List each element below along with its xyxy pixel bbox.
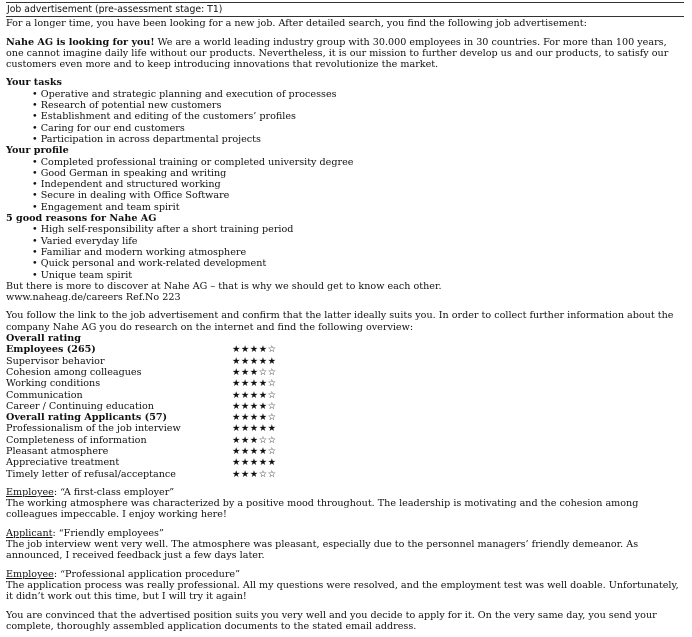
star-rating-icon: ★★★★☆ (232, 344, 277, 356)
rating-row (6, 378, 306, 389)
list-item: • Quick personal and work-related development (32, 258, 684, 269)
star-rating-icon: ★★★★★ (232, 457, 277, 469)
ad-link: www.naheag.de/careers Ref.No 223 (6, 292, 181, 304)
rating-label: Supervisor behavior (6, 355, 105, 367)
profile-title: Your profile (6, 145, 69, 157)
rating-label: Appreciative treatment (6, 457, 120, 469)
star-rating-icon: ★★★★☆ (232, 412, 277, 424)
rating-label: Professionalism of the job interview (6, 423, 181, 435)
review-text: The working atmosphere was characterized by a positive mood throughout. The leadership is motivating and the cohesion among colleagues impeccable. I enjoy working here! (6, 498, 639, 521)
list-item: • Caring for our end customers (32, 123, 684, 134)
rating-label: Career / Continuing education (6, 400, 154, 412)
review-headline: : “Friendly employees” (52, 527, 164, 539)
review-headline: : “A first-class employer” (53, 486, 175, 498)
reasons-section (6, 213, 684, 281)
intro-text: For a longer time, you have been looking for a new job. After detailed search, you find the following job advertisement: (6, 18, 587, 30)
rating-label: Overall rating Applicants (57) (6, 412, 168, 424)
rating-label: Pleasant atmosphere (6, 445, 109, 457)
list-item: • Research of potential new customers (32, 100, 684, 111)
review-2 (6, 528, 684, 562)
star-rating-icon: ★★★★★ (232, 423, 277, 435)
rating-row (6, 390, 306, 401)
ratings-title: Overall rating (6, 333, 81, 345)
ad-lead-paragraph (6, 37, 684, 71)
list-item: • Participation in across departmental projects (32, 134, 684, 145)
tasks-list (6, 89, 684, 145)
list-item: • Familiar and modern working atmosphere (32, 247, 684, 258)
ratings-table (6, 333, 306, 480)
star-rating-icon: ★★★★☆ (232, 389, 277, 401)
profile-section (6, 145, 684, 213)
rating-row (6, 412, 306, 423)
list-item: • Varied everyday life (32, 236, 684, 247)
ad-lead-bold: Nahe AG is looking for you! (6, 36, 155, 48)
page-title: Job advertisement (pre-assessment stage: T1) (7, 4, 223, 15)
reasons-title: 5 good reasons for Nahe AG (6, 213, 157, 225)
rating-label: Communication (6, 389, 83, 401)
list-item: • High self-responsibility after a short training period (32, 224, 684, 235)
tasks-section (6, 77, 684, 145)
rating-row (6, 401, 306, 412)
review-heading (6, 569, 684, 580)
star-rating-icon: ★★★☆☆ (232, 468, 277, 480)
conclusion-text: You are convinced that the advertised position suits you very well and you decide to apply for it. On the very same day, you send your complete, thoroughly assembled application documents to the stated email address. (6, 609, 657, 632)
profile-list (6, 157, 684, 213)
ad-closing: But there is more to discover at Nahe AG – that is why we should get to know each other. (6, 280, 442, 292)
rating-row (6, 446, 306, 457)
list-item: • Engagement and team spirit (32, 202, 684, 213)
rating-row (6, 356, 306, 367)
rating-label: Completeness of information (6, 434, 147, 446)
rating-label: Employees (265) (6, 344, 96, 356)
review-role: Applicant (6, 527, 53, 539)
page-header (6, 2, 684, 17)
tasks-title: Your tasks (6, 77, 62, 89)
review-heading (6, 528, 684, 539)
rating-row (6, 423, 306, 434)
review-text: The application process was really professional. All my questions were resolved, and the employment test was well doable. Unfortunately, it didn’t work out this time, but I will try it again! (6, 579, 679, 603)
review-1 (6, 487, 684, 521)
rating-row (6, 469, 306, 480)
list-item: • Establishment and editing of the customers’ profiles (32, 111, 684, 122)
follow-text: You follow the link to the job advertisement and confirm that the latter ideally suits you. In order to collect further information about the company Nahe AG you do research on the internet and find the following overview: (6, 310, 674, 333)
rating-row (6, 457, 306, 468)
review-3 (6, 569, 684, 603)
rating-row (6, 344, 306, 355)
star-rating-icon: ★★★★★ (232, 355, 277, 367)
list-item: • Good German in speaking and writing (32, 168, 684, 179)
list-item: • Unique team spirit (32, 270, 684, 281)
review-heading (6, 487, 684, 498)
list-item: • Completed professional training or completed university degree (32, 157, 684, 168)
ad-lead-text: We are a world leading industry group with 30.000 employees in 30 countries. For more than 100 years, one cannot imagine daily life without our products. Nevertheless, it is our mission to further develop us and our products, to satisfy our customers even more and to keep introducing innovations that revolutionize the market. (6, 36, 669, 71)
review-role: Employee (6, 568, 54, 580)
star-rating-icon: ★★★★☆ (232, 400, 277, 412)
rating-label: Cohesion among colleagues (6, 366, 142, 378)
list-item: • Secure in dealing with Office Software (32, 190, 684, 201)
rating-label: Working conditions (6, 378, 101, 390)
rating-row (6, 367, 306, 378)
star-rating-icon: ★★★★☆ (232, 445, 277, 457)
review-text: The job interview went very well. The atmosphere was pleasant, especially due to the personnel managers’ friendly demeanor. As announced, I received feedback just a few days later. (6, 539, 639, 562)
rating-label: Timely letter of refusal/acceptance (6, 468, 176, 480)
list-item: • Independent and structured working (32, 179, 684, 190)
review-headline: : “Professional application procedure” (53, 568, 241, 580)
reasons-list (6, 224, 684, 280)
list-item: • Operative and strategic planning and execution of processes (32, 89, 684, 100)
star-rating-icon: ★★★★☆ (232, 378, 277, 390)
star-rating-icon: ★★★☆☆ (232, 366, 277, 378)
rating-row (6, 435, 306, 446)
star-rating-icon: ★★★☆☆ (232, 434, 277, 446)
review-role: Employee (6, 486, 54, 498)
